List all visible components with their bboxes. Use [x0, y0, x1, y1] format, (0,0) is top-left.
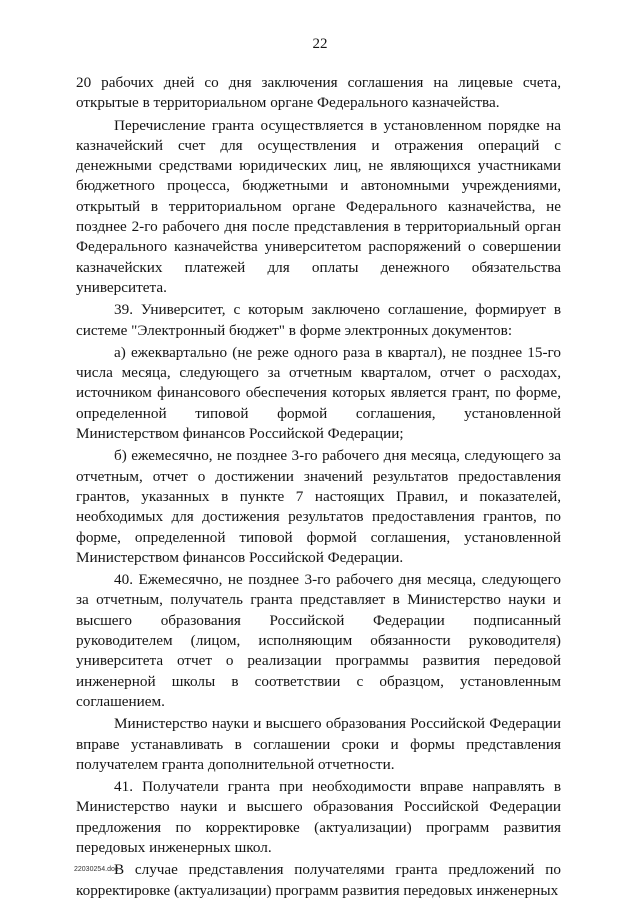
- paragraph-40-additional: Министерство науки и высшего образования Российской Федерации вправе устанавливать в соглашении сроки и формы представления получателем гранта дополнительной отчетности.: [76, 715, 561, 773]
- paragraph-grant-transfer: Перечисление гранта осуществляется в установленном порядке на казначейский счет для осуществления и отражения операций с денежными средствами юридических лиц, не являющихся участниками бюджетного процесса, бюджетными и автономными учреждениями, открытый в территориальном органе Федерального казначейства, не позднее 2-го рабочего дня после представления в территориальный орган Федерального казначейства университетом распоряжений о совершении казначейских платежей для оплаты денежного обязательства университета.: [76, 116, 561, 296]
- document-body: [76, 73, 561, 901]
- paragraph-39: 39. Университет, с которым заключено соглашение, формирует в системе "Электронный бюджет" в форме электронных документов:: [76, 301, 561, 339]
- paragraph-39-b: б) ежемесячно, не позднее 3-го рабочего дня месяца, следующего за отчетным, отчет о достижении значений результатов предоставления грантов, указанных в пункте 7 настоящих Правил, и показателей, необходимых для достижения результатов предоставления грантов, по форме, определенной типовой формой соглашения, установленной Министерством финансов Российской Федерации.: [76, 447, 561, 566]
- paragraph-40: 40. Ежемесячно, не позднее 3-го рабочего дня месяца, следующего за отчетным, получатель гранта представляет в Министерство науки и высшего образования Российской Федерации подписанный руководителем (лицом, исполняющим обязанности руководителя) университета отчет о реализации программы развития передовой инженерной школы в соответствии с образцом, установленным соглашением.: [76, 571, 561, 710]
- footer-file-code: 22030254.doc: [74, 866, 119, 873]
- page-number: 22: [312, 36, 328, 52]
- paragraph-39-a: а) ежеквартально (не реже одного раза в квартал), не позднее 15-го числа месяца, следующего за отчетным кварталом, отчет о расходах, источником финансового обеспечения которых является грант, по форме, определенной типовой формой соглашения, установленной Министерством финансов Российской Федерации;: [76, 343, 561, 443]
- paragraph-41: 41. Получатели гранта при необходимости вправе направлять в Министерство науки и высшего образования Российской Федерации предложения по корректировке (актуализации) программ развития передовых инженерных школ.: [76, 778, 561, 856]
- paragraph-continuation: 20 рабочих дней со дня заключения соглашения на лицевые счета, открытые в территориальном органе Федерального казначейства.: [76, 74, 561, 112]
- paragraph-41-correction: В случае представления получателями гранта предложений по корректировке (актуализации) программ развития передовых инженерных: [76, 861, 561, 899]
